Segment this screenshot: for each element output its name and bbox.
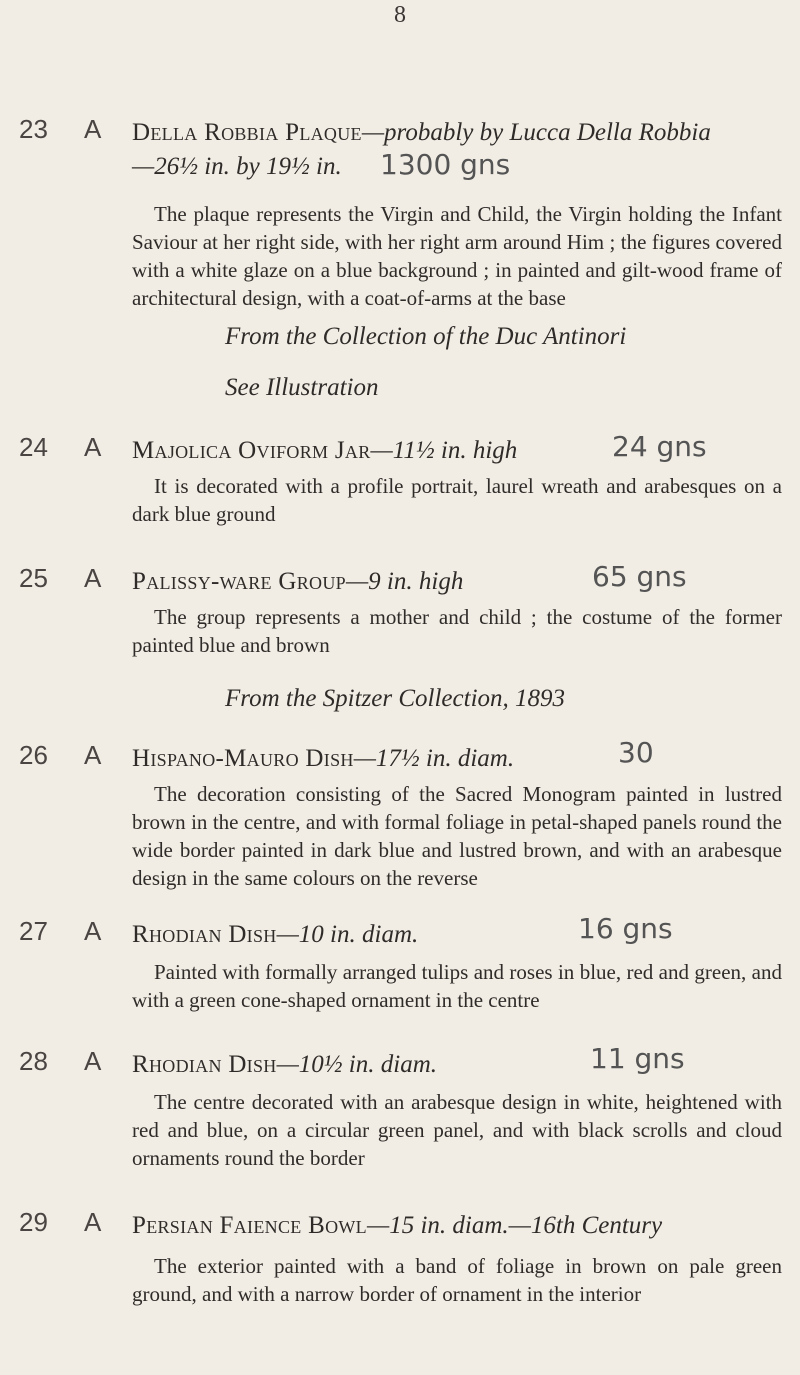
- lot-note: From the Spitzer Collection, 1893: [225, 685, 566, 712]
- lot-title: [132, 1209, 772, 1243]
- lot-number: 24: [19, 432, 48, 462]
- lot-description: [132, 780, 782, 892]
- lot-number: 23: [19, 114, 48, 144]
- handwritten-price: 11 gns: [590, 1042, 685, 1075]
- description-text: It is decorated with a profile portrait, laurel wreath and arabesques on a dark blue ground: [132, 474, 782, 526]
- lot-description: [132, 472, 782, 528]
- lot-number: 26: [19, 740, 48, 770]
- lot-name: Palissy-ware Group: [132, 568, 346, 595]
- lot-letter: A: [84, 1207, 102, 1237]
- lot-name: Rhodian Dish: [132, 921, 277, 948]
- handwritten-price: 16 gns: [578, 912, 673, 945]
- handwritten-price: 24 gns: [612, 430, 707, 463]
- lot-description: [132, 1252, 782, 1308]
- lot-description: [132, 200, 782, 312]
- lot-name: Hispano-Mauro Dish: [132, 745, 354, 772]
- description-text: The group represents a mother and child ; the costume of the former painted blue and brown: [132, 605, 782, 657]
- lot-title: [132, 918, 772, 952]
- page-number: 8: [394, 2, 406, 28]
- lot-letter: A: [84, 916, 102, 946]
- handwritten-price: 30: [618, 736, 654, 769]
- lot-measure: —10 in. diam.: [276, 921, 419, 948]
- lot-name: Persian Faience Bowl: [132, 1212, 367, 1239]
- lot-number: 29: [19, 1207, 48, 1237]
- lot-letter: A: [84, 563, 102, 593]
- lot-measure: —9 in. high: [345, 568, 464, 595]
- lot-description: [132, 1088, 782, 1172]
- lot-number: 28: [19, 1046, 48, 1076]
- lot-title: [132, 116, 772, 150]
- lot-measure-2: —26½ in. by 19½ in.: [132, 153, 342, 180]
- lot-description: [132, 603, 782, 659]
- handwritten-price: 1300 gns: [380, 148, 511, 181]
- lot-measure: —10½ in. diam.: [276, 1051, 438, 1078]
- lot-name: Rhodian Dish: [132, 1051, 277, 1078]
- handwritten-price: 65 gns: [592, 560, 687, 593]
- lot-measure: —17½ in. diam.: [353, 745, 515, 772]
- lot-title: [132, 742, 772, 776]
- description-text: The decoration consisting of the Sacred Monogram painted in lustred brown in the centre, and with formal foliage in petal-shaped panels round the wide border painted in dark blue and lustred brown, and with an arabesque design in the same colours on the reverse: [132, 782, 782, 890]
- description-text: The centre decorated with an arabesque design in white, heightened with red and blue, on a circular green panel, and with black scrolls and cloud ornaments round the border: [132, 1090, 782, 1170]
- lot-description: [132, 958, 782, 1014]
- lot-note: See Illustration: [225, 374, 379, 401]
- lot-note: From the Collection of the Duc Antinori: [225, 323, 627, 350]
- lot-number: 25: [19, 563, 48, 593]
- lot-number: 27: [19, 916, 48, 946]
- lot-letter: A: [84, 1046, 102, 1076]
- lot-letter: A: [84, 114, 102, 144]
- lot-letter: A: [84, 432, 102, 462]
- lot-letter: A: [84, 740, 102, 770]
- lot-measure: —15 in. diam.—16th Century: [366, 1212, 663, 1239]
- lot-measure: —probably by Lucca Della Robbia: [361, 119, 711, 146]
- description-text: Painted with formally arranged tulips and roses in blue, red and green, and with a green cone-shaped ornament in the centre: [132, 960, 782, 1012]
- lot-name: Della Robbia Plaque: [132, 119, 362, 146]
- lot-measure: —11½ in. high: [370, 437, 518, 464]
- description-text: The plaque represents the Virgin and Child, the Virgin holding the Infant Saviour at her right side, with her right arm around Him ; the figures covered with a white glaze on a blue background ; in painted and gilt-wood frame of architectural design, with a coat-of-arms at the base: [132, 202, 782, 310]
- lot-name: Majolica Oviform Jar: [132, 437, 371, 464]
- description-text: The exterior painted with a band of foliage in brown on pale green ground, and with a narrow border of ornament in the interior: [132, 1254, 782, 1306]
